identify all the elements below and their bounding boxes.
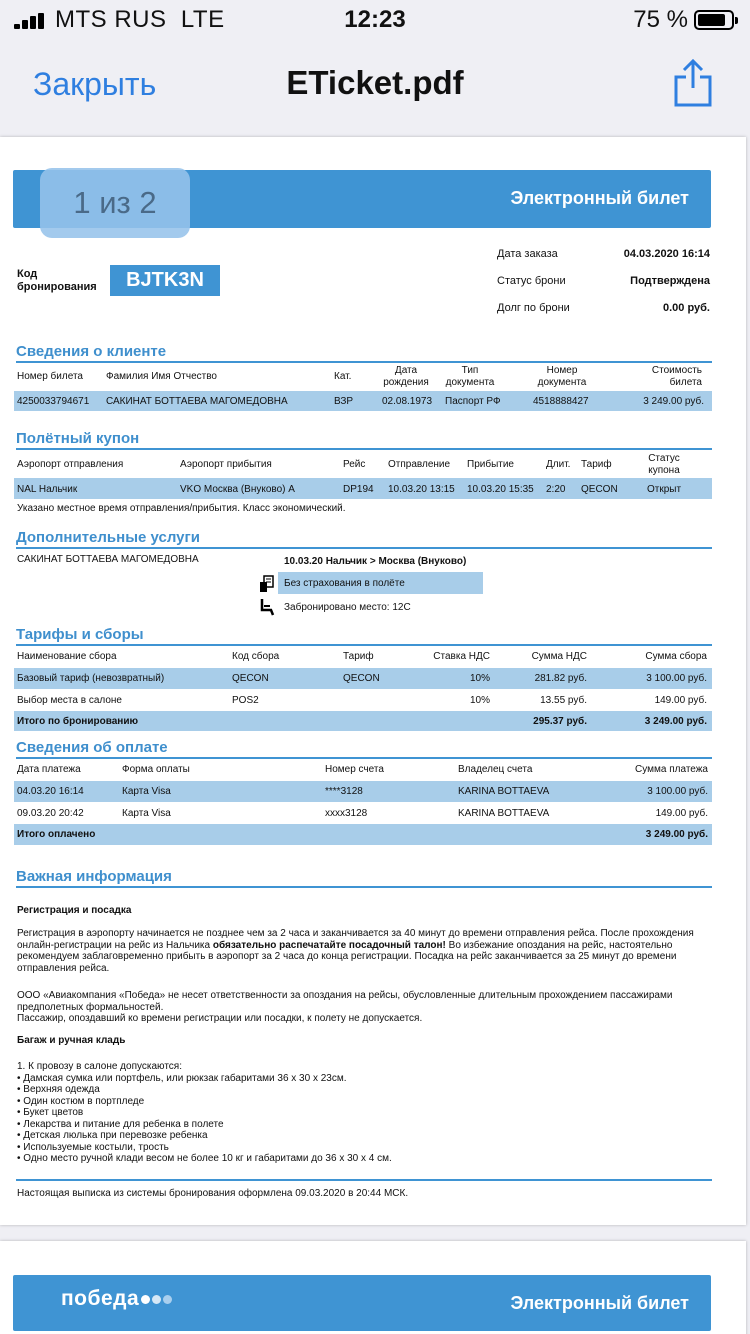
table-cell: 2:20 <box>546 484 566 495</box>
liability-paragraph: ООО «Авиакомпания «Победа» не несет ответственности за опоздания на рейсы, обусловленные длительным прохождением пассажирами предполетных формальностей. <box>17 990 673 1013</box>
table-cell: ВЗР <box>334 396 354 407</box>
table-cell: Выбор места в салоне <box>17 695 122 706</box>
table-cell: Паспорт РФ <box>445 396 501 407</box>
table-cell: Базовый тариф (невозвратный) <box>17 673 165 684</box>
table-cell: 3 100.00 руб. <box>646 673 707 684</box>
table-cell: KARINA BOTTAEVA <box>458 808 550 819</box>
table-cell: САКИНАТ БОТТАЕВА МАГОМЕДОВНА <box>106 396 288 407</box>
table-header: Тариф <box>581 459 612 470</box>
close-button[interactable]: Закрыть <box>33 66 157 102</box>
client-section-title: Сведения о клиенте <box>16 343 712 363</box>
list-item: • Дамская сумка или портфель, или рюкзак габаритами 36 х 30 х 23см. <box>17 1072 347 1084</box>
battery-percent: 75 % <box>633 6 688 33</box>
table-cell: QECON <box>343 673 380 684</box>
table-cell: Открыт <box>647 484 682 495</box>
table-header: Аэропорт прибытия <box>180 459 272 470</box>
table-cell: DP194 <box>343 484 374 495</box>
table-header: Рейс <box>343 459 366 470</box>
fees-total-label: Итого по бронированию <box>17 716 139 727</box>
clock: 12:23 <box>344 6 406 33</box>
insurance-text: Без страхования в полёте <box>284 578 405 589</box>
table-cell: 4518888427 <box>533 396 589 407</box>
insurance-icon <box>259 575 275 591</box>
table-cell: 3 100.00 руб. <box>647 786 708 797</box>
table-cell: Карта Visa <box>122 786 171 797</box>
order-date-label: Дата заказа <box>497 248 558 260</box>
table-cell: 09.03.20 20:42 <box>17 808 84 819</box>
list-item: • Детская люлька при перевозке ребенка <box>17 1130 208 1141</box>
pdf-page-2[interactable] <box>0 1241 746 1334</box>
services-section-title: Дополнительные услуги <box>16 529 712 549</box>
banner-title: Электронный билет <box>510 1293 689 1313</box>
table-cell: 10% <box>469 673 490 684</box>
table-header: Номер билета <box>17 371 83 382</box>
battery-icon <box>694 10 734 30</box>
booking-status-label: Статус брони <box>497 275 566 287</box>
table-cell: KARINA BOTTAEVA <box>458 786 550 797</box>
fees-total-vat: 295.37 руб. <box>533 716 587 727</box>
table-header: Аэропорт отправления <box>17 459 124 470</box>
ticket-banner <box>13 1275 711 1331</box>
status-bar <box>0 0 750 40</box>
list-item: • Используемые костыли, трость <box>17 1141 169 1153</box>
payment-section-title: Сведения об оплате <box>16 739 712 759</box>
divider <box>16 1179 712 1181</box>
table-header: Статус купона <box>648 453 680 476</box>
checkin-heading: Регистрация и посадка <box>17 905 132 916</box>
pobeda-logo: победа <box>61 1287 172 1311</box>
table-header: Форма оплаты <box>122 764 190 775</box>
list-item: 1. К провозу в салоне допускаются: <box>17 1061 182 1072</box>
table-header: Номер документа <box>537 365 587 388</box>
table-cell: 3 249.00 руб. <box>643 396 704 407</box>
table-header: Дата платежа <box>17 764 81 775</box>
table-header: Сумма сбора <box>645 651 707 662</box>
carrier-label: MTS RUS LTE <box>55 6 225 33</box>
table-cell: 281.82 руб. <box>534 673 587 684</box>
booking-code: BJTK3N <box>110 265 220 296</box>
table-header: Фамилия Имя Отчество <box>106 371 217 382</box>
services-passenger: САКИНАТ БОТТАЕВА МАГОМЕДОВНА <box>17 554 199 565</box>
debt-value: 0.00 руб. <box>662 302 710 314</box>
table-cell: 04.03.20 16:14 <box>17 786 84 797</box>
important-section-title: Важная информация <box>16 868 712 888</box>
share-icon[interactable] <box>672 58 714 108</box>
page-indicator: 1 из 2 <box>40 168 190 238</box>
table-header: Сумма платежа <box>635 764 708 775</box>
seat-text: Забронировано место: 12C <box>284 602 411 613</box>
table-cell: 10.03.20 13:15 <box>388 484 455 495</box>
coupon-note: Указано местное время отправления/прибытия. Класс экономический. <box>17 503 346 514</box>
table-cell: NAL Нальчик <box>17 484 78 495</box>
baggage-heading: Багаж и ручная кладь <box>17 1035 126 1046</box>
debt-label: Долг по брони <box>497 302 570 314</box>
pdf-page-1[interactable] <box>0 137 746 1225</box>
checkin-paragraph: Регистрация в аэропорту начинается не позднее чем за 2 часа и заканчивается за 40 минут до времени отправления рейса. После прохождения онлайн-регистрации на рейс из Нальчика обязательно распечатайте посадочный талон! Во избежание опоздания на рейс, настоятельно рекомендуем заблаговременно прибыть в аэропорт за 2 часа до конца регистрации. Посадка на рейс заканчивается за 25 минут до времени отправления рейса. <box>17 928 694 974</box>
table-cell: 4250033794671 <box>17 396 90 407</box>
banner-title: Электронный билет <box>510 188 689 208</box>
table-cell: QECON <box>581 484 618 495</box>
order-date-value: 04.03.2020 16:14 <box>623 248 710 260</box>
table-cell: QECON <box>232 673 269 684</box>
table-cell: xxxx3128 <box>325 808 368 819</box>
table-header: Номер счета <box>325 764 384 775</box>
table-cell: Карта Visa <box>122 808 171 819</box>
table-cell: 149.00 руб. <box>654 695 707 706</box>
coupon-section-title: Полётный купон <box>16 430 712 450</box>
table-cell: 13.55 руб. <box>540 695 587 706</box>
fees-section-title: Тарифы и сборы <box>16 626 712 646</box>
list-item: • Букет цветов <box>17 1107 84 1118</box>
booking-status-value: Подтверждена <box>630 275 710 287</box>
table-header: Длит. <box>546 459 571 470</box>
fees-total-sum: 3 249.00 руб. <box>644 716 707 727</box>
table-header: Сумма НДС <box>531 651 587 662</box>
navigation-bar <box>0 40 750 130</box>
table-header: Кат. <box>334 371 352 382</box>
payment-total-label: Итого оплачено <box>17 829 96 840</box>
statement-footer: Настоящая выписка из системы бронирования оформлена 09.03.2020 в 20:44 МСК. <box>17 1188 409 1199</box>
table-header: Тип документа <box>445 365 495 388</box>
table-header: Наименование сбора <box>17 651 117 662</box>
list-item: • Верхняя одежда <box>17 1084 100 1095</box>
table-cell: 02.08.1973 <box>382 396 433 407</box>
late-passenger-paragraph: Пассажир, опоздавший ко времени регистрации или посадки, к полету не допускается. <box>17 1013 423 1024</box>
table-header: Отправление <box>388 459 451 470</box>
table-cell: ****3128 <box>325 786 363 797</box>
payment-total-sum: 3 249.00 руб. <box>645 829 708 840</box>
list-item: • Одно место ручной клади весом не более 10 кг и габаритами до 36 х 30 х 4 см. <box>17 1153 392 1164</box>
list-item: • Лекарства и питание для ребенка в полете <box>17 1118 224 1130</box>
table-header: Прибытие <box>467 459 514 470</box>
services-route: 10.03.20 Нальчик > Москва (Внуково) <box>284 556 467 567</box>
document-title: ETicket.pdf <box>286 64 464 101</box>
list-item: • Один костюм в портпледе <box>17 1095 145 1107</box>
seat-icon <box>259 598 275 614</box>
table-header: Тариф <box>343 651 374 662</box>
table-cell: POS2 <box>232 695 259 706</box>
table-header: Код сбора <box>232 651 280 662</box>
booking-code-label: Код бронирования <box>17 268 97 293</box>
baggage-list <box>17 1061 712 1165</box>
table-cell: 10.03.20 15:35 <box>467 484 534 495</box>
table-header: Ставка НДС <box>433 651 490 662</box>
table-header: Дата рождения <box>383 365 429 388</box>
table-cell: 10% <box>469 695 490 706</box>
table-cell: VKO Москва (Внуково) A <box>180 484 295 495</box>
table-header: Стоимость билета <box>651 365 702 388</box>
table-header: Владелец счета <box>458 764 533 775</box>
table-cell: 149.00 руб. <box>655 808 708 819</box>
